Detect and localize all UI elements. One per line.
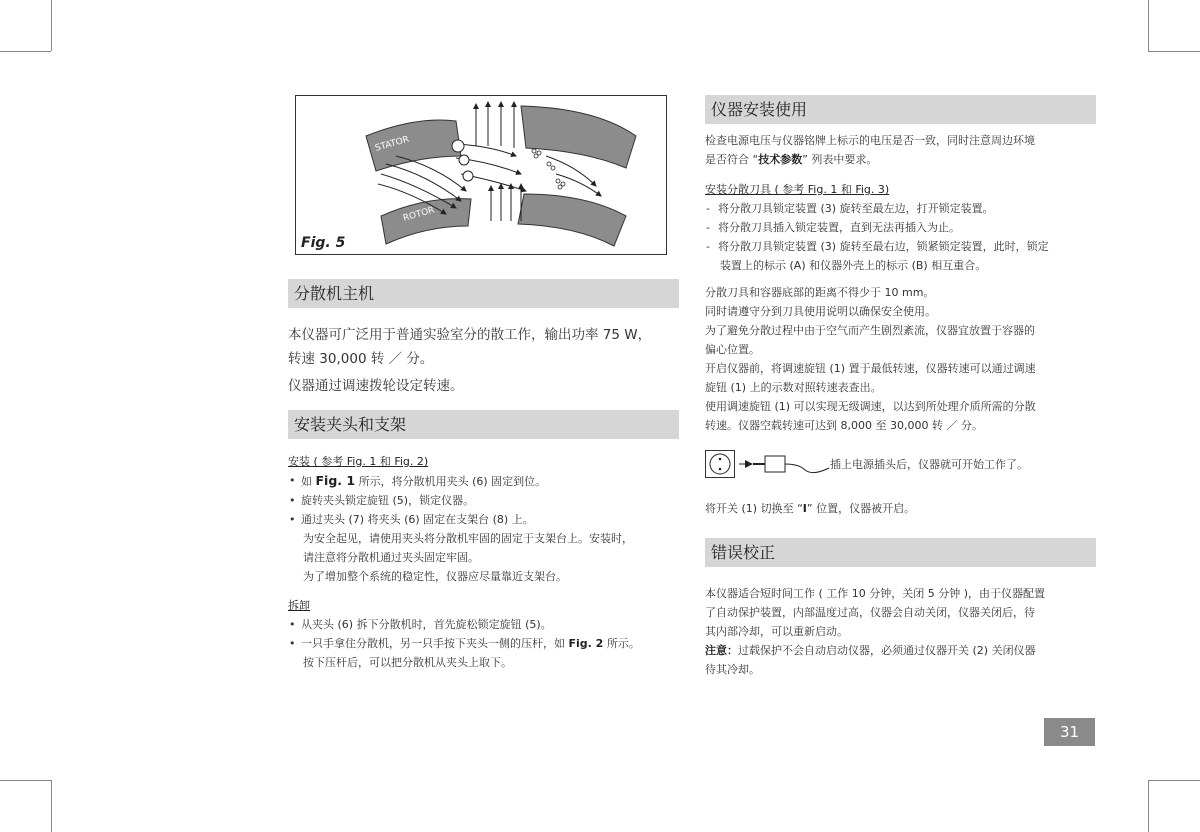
- install-note-2: 请注意将分散机通过夹头固定牢固。: [303, 551, 479, 564]
- power-outlet-icon: [705, 450, 735, 478]
- crop-mark: [1148, 780, 1200, 781]
- tool-install-title: 安装分散刀具 ( 参考 Fig. 1 和 Fig. 3): [705, 183, 890, 196]
- remove-title: 拆卸: [288, 599, 310, 612]
- figure-label: Fig. 5: [301, 235, 346, 251]
- list-item: • 从夹头 (6) 拆下分散机时，首先旋松锁定旋钮 (5)。: [289, 618, 552, 631]
- list-item: - 将分散刀具锁定装置 (3) 旋转至最右边，锁紧锁定装置，此时，锁定 装置上的标示 (A) 和仪器外壳上的标示 (B) 相互重合。: [706, 240, 1049, 272]
- main-unit-para2: 仪器通过调速拨轮设定转速。: [288, 378, 464, 394]
- list-item: • 通过夹头 (7) 将夹头 (6) 固定在支架台 (8) 上。 为安全起见，请使用夹头将分散机牢固的固定于支架台上。安装时， 请注意将分散机通过夹头固定牢固。 为了增加整个系统的稳定性，仪器应尽量靠近支架台。: [288, 510, 683, 586]
- note-label: 注意：: [705, 644, 738, 657]
- crop-mark: [0, 780, 51, 781]
- tool-install-block: [705, 180, 1100, 275]
- crop-mark: [0, 51, 51, 52]
- list-item: • 一只手拿住分散机，另一只手按下夹头一侧的压杆，如 Fig. 2 所示。 按下压杆后，可以把分散机从夹头上取下。: [288, 634, 683, 672]
- crop-mark: [1148, 0, 1149, 51]
- plug-instruction: 插上电源插头后，仪器就可开始工作了。: [830, 458, 1028, 471]
- list-item: - 将分散刀具锁定装置 (3) 旋转至最左边，打开锁定装置。: [706, 202, 994, 215]
- main-unit-para1-cont: 转速 30,000 转 ／ 分。: [288, 351, 434, 367]
- remove-item-2-cont: 按下压杆后，可以把分散机从夹头上取下。: [303, 656, 512, 669]
- main-unit-description: [288, 323, 683, 398]
- list-item: • 如 Fig. 1 所示，将分散机用夹头 (6) 固定到位。: [289, 473, 547, 488]
- power-plug-icon: [739, 450, 831, 480]
- section-heading-main-unit: 分散机主机: [288, 279, 679, 308]
- list-item: • 旋转夹头锁定旋钮 (5)，锁定仪器。: [289, 494, 475, 507]
- stator-rotor-diagram: [296, 96, 666, 254]
- crop-mark: [1148, 780, 1149, 832]
- crop-mark: [1148, 51, 1200, 52]
- switch-instruction: 将开关 (1) 切换至 “I” 位置，仪器被开启。: [705, 502, 916, 515]
- section-heading-installation-use: 仪器安装使用: [705, 95, 1096, 124]
- tool-install-list: [705, 199, 1100, 275]
- troubleshooting-text: 本仪器适合短时间工作 ( 工作 10 分钟，关闭 5 分钟 )，由于仪器配置 了自动保护装置，内部温度过高，仪器会自动关闭，仪器关闭后，待 其内部冷却，可以重新启动。 注意：过载保护不会自动启动仪器，必须通过仪器开关 (2) 关闭仪器 待其冷却。: [705, 587, 1046, 676]
- main-unit-para1: 本仪器可广泛用于普通实验室分的散工作，输出功率 75 W，: [288, 327, 652, 343]
- page-number: 31: [1044, 718, 1095, 746]
- install-title: 安装 ( 参考 Fig. 1 和 Fig. 2): [288, 455, 429, 468]
- install-list: [288, 471, 683, 586]
- crop-mark: [51, 780, 52, 832]
- remove-list: [288, 615, 683, 672]
- list-item: - 将分散刀具插入锁定装置，直到无法再插入为止。: [706, 221, 960, 234]
- operation-paragraphs: 分散刀具和容器底部的距离不得少于 10 mm。 同时请遵守分到刀具使用说明以确保安全使用。 为了避免分散过程中由于空气而产生剧烈紊流，仪器宜放置于容器的 偏心位置。 开启仪器前，将调速旋钮 (1) 置于最低转速，仪器转速可以通过调速 旋钮 (1) 上的示数对照转速表查出。 使用调速旋钮 (1) 可以实现无级调速，以达到所处理介质所需的分散 转速。仪器空载转速可达到 8,000 至 30,000 转 ／ 分。: [705, 286, 1036, 432]
- section-heading-clamp-stand: 安装夹头和支架: [288, 410, 679, 439]
- rotor-label: ROTOR: [402, 205, 436, 224]
- install-note-3: 为了增加整个系统的稳定性，仪器应尽量靠近支架台。: [303, 570, 567, 583]
- crop-mark: [51, 0, 52, 51]
- installation-intro: 检查电源电压与仪器铭牌上标示的电压是否一致，同时注意周边环境 是否符合 “技术参数” 列表中要求。: [705, 134, 1035, 166]
- figure-5: [295, 95, 667, 255]
- section-heading-troubleshooting: 错误校正: [705, 538, 1096, 567]
- install-block: [288, 452, 683, 672]
- stator-label: STATOR: [374, 134, 411, 154]
- install-note-1: 为安全起见，请使用夹头将分散机牢固的固定于支架台上。安装时，: [303, 532, 633, 545]
- plug-illustration: [705, 450, 1096, 480]
